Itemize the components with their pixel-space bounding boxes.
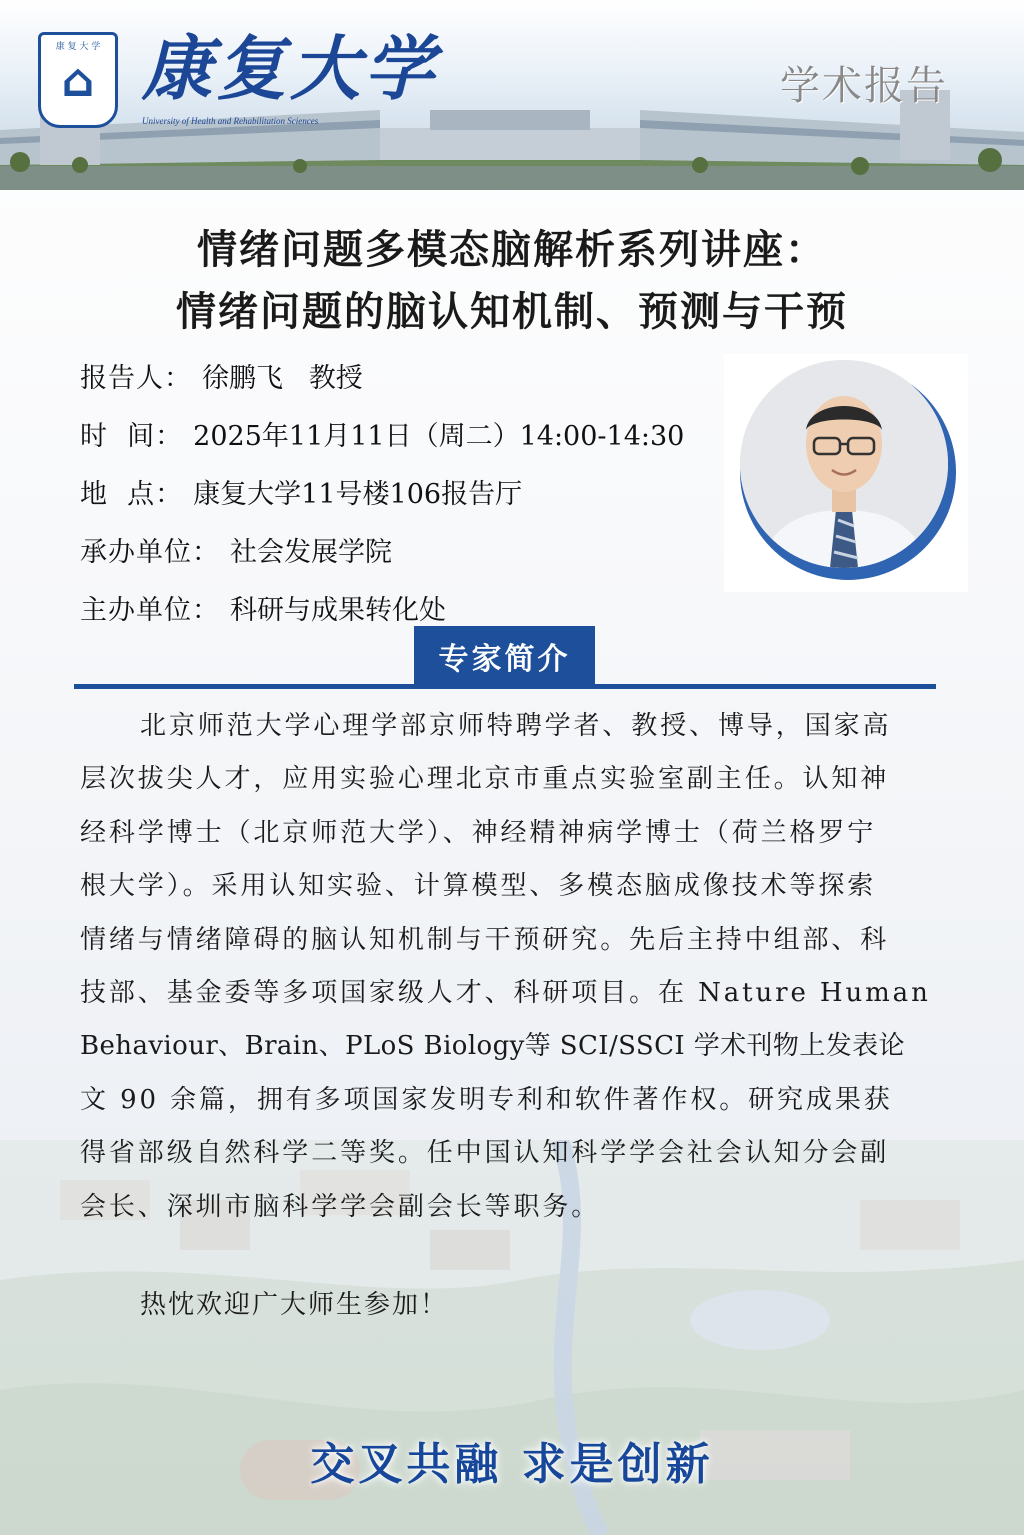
university-emblem [38,32,118,128]
info-label: 主办单位： [80,595,220,626]
university-logo-title: 康复大学 [142,27,438,110]
university-logo-subtitle: University of Health and Rehabilitation Sciences [142,116,319,126]
info-label: 承办单位： [80,537,220,568]
info-value: 科研与成果转化处 [230,595,446,626]
bio-line: Behaviour、Brain、PLoS Biology等 SCI/SSCI 学术刊物上发表论 [80,1031,905,1062]
expert-bio [80,700,932,1234]
info-organizer [80,530,392,569]
info-speaker [80,356,363,395]
info-value: 康复大学11号楼106报告厅 [193,479,523,510]
info-value: 徐鹏飞 教授 [202,363,363,394]
emblem-glyph-icon: ⌂ [61,53,95,107]
welcome-text: 热忱欢迎广大师生参加！ [140,1290,449,1320]
lecture-title-line-1: 情绪问题多模态脑解析系列讲座： [197,226,827,273]
bio-line: 会长、深圳市脑科学学会副会长等职务。 [80,1191,601,1222]
bio-line: 文 90 余篇，拥有多项国家发明专利和软件著作权。研究成果获 [80,1084,893,1115]
report-tag: 学术报告 [780,63,948,109]
slogan: 交叉共融 求是创新 [310,1439,714,1490]
bio-line: 根大学）。采用认知实验、计算模型、多模态脑成像技术等探索 [80,871,877,902]
info-host [80,588,446,627]
speaker-photo [740,360,948,568]
info-value: 2025年11月11日（周二）14:00-14:30 [193,421,685,452]
info-label: 时 间： [80,421,184,452]
info-location [80,472,522,511]
bio-line: 技部、基金委等多项国家级人才、科研项目。在 Nature Human [80,977,931,1008]
bio-line: 经科学博士（北京师范大学）、神经精神病学博士（荷兰格罗宁 [80,817,877,848]
info-time [80,414,684,453]
emblem-caption: 康 复 大 学 [55,42,101,52]
info-label: 地 点： [80,479,184,510]
bio-line: 北京师范大学心理学部京师特聘学者、教授、博导，国家高 [140,711,892,741]
speaker-photo-frame [724,354,968,592]
bio-line: 层次拔尖人才，应用实验心理北京市重点实验室副主任。认知神 [80,764,890,795]
section-title-expert-intro: 专家简介 [414,626,595,686]
lecture-title-line-2: 情绪问题的脑认知机制、预测与干预 [176,288,848,335]
info-value: 社会发展学院 [230,537,392,568]
bio-line: 情绪与情绪障碍的脑认知机制与干预研究。先后主持中组部、科 [80,924,890,955]
bio-line: 得省部级自然科学二等奖。任中国认知科学学会社会认知分会副 [80,1138,890,1169]
info-label: 报告人： [80,363,192,394]
speaker-portrait-image [740,360,948,568]
header-banner [0,0,1024,190]
